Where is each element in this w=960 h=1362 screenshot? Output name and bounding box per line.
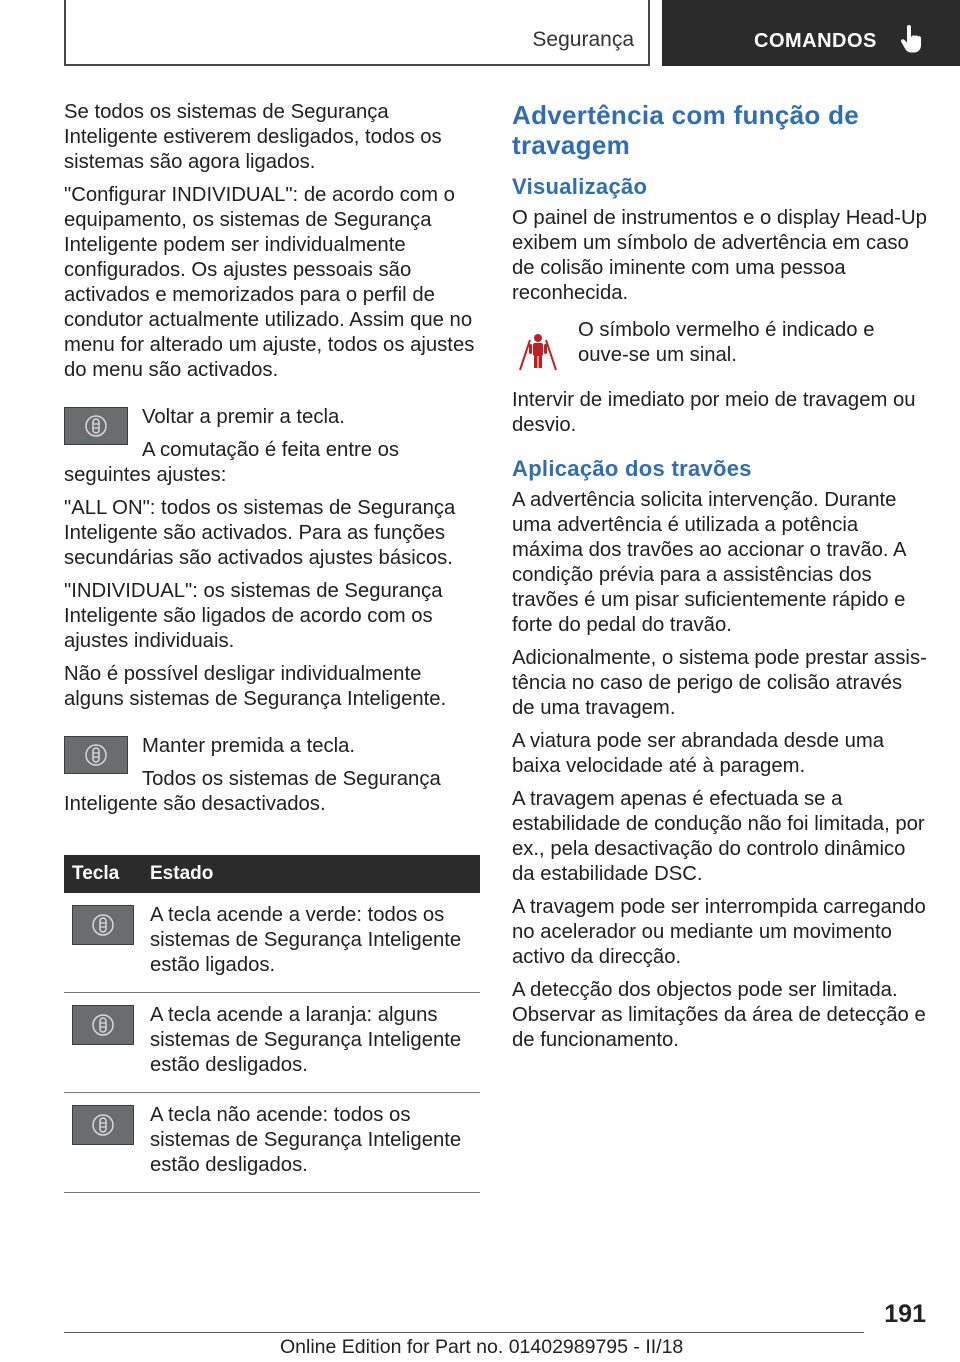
safety-button-icon: [64, 407, 128, 445]
section-title: Advertência com função de travagem: [512, 100, 860, 160]
paragraph: Adicionalmente, o sistema pode prestar assistência no caso de perigo de colisão através de uma travagem.: [512, 647, 927, 719]
right-column: [512, 100, 928, 1061]
table-cell-status: A tecla acende a verde: todos os sistemas de Segurança Inteligente estão ligados.: [142, 893, 480, 993]
header-section-title: Segurança: [532, 28, 634, 51]
instruction-text: Todos os sistemas de Segurança Inteligente são desactivados.: [64, 768, 441, 815]
paragraph: "ALL ON": todos os sistemas de Segurança Inteligente são activados. Para as funções secundárias são activados ajustes básicos.: [64, 497, 456, 569]
paragraph: "INDIVIDUAL": os sistemas de Segurança Inteligente são ligados de acordo com os ajustes individuais.: [64, 580, 443, 652]
footer-edition: Online Edition for Part no. 01402989795 - II/18: [280, 1336, 684, 1358]
safety-button-icon: [72, 905, 134, 945]
table-cell-status: A tecla acende a laranja: alguns sistemas de Segurança Inteligente estão desligados.: [142, 993, 480, 1093]
table-row: [64, 1093, 480, 1193]
table-header-key: Tecla: [64, 855, 142, 893]
warning-symbol-row: [512, 318, 928, 376]
hand-pointer-icon: [900, 25, 924, 55]
paragraph: Não é possível desligar individualmente alguns sistemas de Segurança Inteligente.: [64, 663, 447, 710]
instruction-hold: [64, 734, 480, 825]
paragraph: Se todos os sistemas de Segurança Inteligente estiverem desligados, todos os sistemas são agora ligados.: [64, 101, 442, 173]
safety-button-icon: [72, 1005, 134, 1045]
table-cell-key: [64, 893, 142, 993]
pedestrian-warning-icon: [512, 326, 564, 372]
paragraph: "Configurar INDIVIDUAL": de acordo com o equipamento, os sistemas de Segurança Inteligente podem ser individualmente configurados. Os ajustes pessoais são activados e memorizados para o perfil de condutor actualmente utilizado. Assim que no menu for alterado um ajuste, todos os ajustes do menu são activados.: [64, 184, 475, 381]
instruction-text: Manter premida a tecla.: [142, 735, 356, 757]
paragraph: A advertência solicita intervenção. Durante uma advertência é utilizada a potência máxima dos travões ao accionar o travão. A condição prévia para a assistências dos travões é um pisar suficientemente rápido e forte do pedal do travão.: [512, 489, 906, 636]
safety-button-icon: [72, 1105, 134, 1145]
button-status-table: [64, 855, 480, 1193]
instruction-text: A comutação é feita entre os seguintes ajustes:: [64, 439, 400, 486]
header-chapter-title: COMANDOS: [754, 30, 877, 52]
table-row: [64, 993, 480, 1093]
paragraph: A viatura pode ser abrandada desde uma baixa velocidade até à paragem.: [512, 730, 885, 777]
table-cell-key: [64, 993, 142, 1093]
table-header-status: Estado: [142, 855, 480, 893]
header-section-frame: [64, 0, 650, 66]
table-row: [64, 893, 480, 993]
subsection-title-travoes: Aplicação dos travões: [512, 456, 752, 481]
paragraph: A travagem apenas é efectuada se a estabilidade de condução não foi limitada, por ex., pela desactivação do controlo dinâmico da estabilidade DSC.: [512, 788, 925, 885]
header-chapter-tab: [662, 0, 960, 66]
warning-text: O símbolo vermelho é indicado e ouve-se um sinal.: [578, 319, 875, 366]
paragraph: Intervir de imediato por meio de travagem ou desvio.: [512, 389, 916, 436]
paragraph: A detecção dos objectos pode ser limitada. Observar as limitações da área de detecção e de funcionamento.: [512, 979, 926, 1051]
footer-divider: [64, 1332, 864, 1333]
table-header-row: [64, 855, 480, 893]
paragraph: A travagem pode ser interrompida carregando no acelerador ou mediante um movimento activo da direcção.: [512, 896, 926, 968]
safety-button-icon: [64, 736, 128, 774]
page-number: 191: [884, 1300, 926, 1328]
table-cell-status: A tecla não acende: todos os sistemas de Segurança Inteligente estão desligados.: [142, 1093, 480, 1193]
left-column: [64, 100, 480, 1193]
paragraph: O painel de instrumentos e o display Head-Up exibem um símbolo de advertência em caso de colisão iminente com uma pessoa reconhecida.: [512, 207, 927, 304]
instruction-press-again: [64, 405, 480, 496]
table-cell-key: [64, 1093, 142, 1193]
instruction-text: Voltar a premir a tecla.: [142, 406, 345, 428]
subsection-title-visualizacao: Visualização: [512, 174, 648, 199]
